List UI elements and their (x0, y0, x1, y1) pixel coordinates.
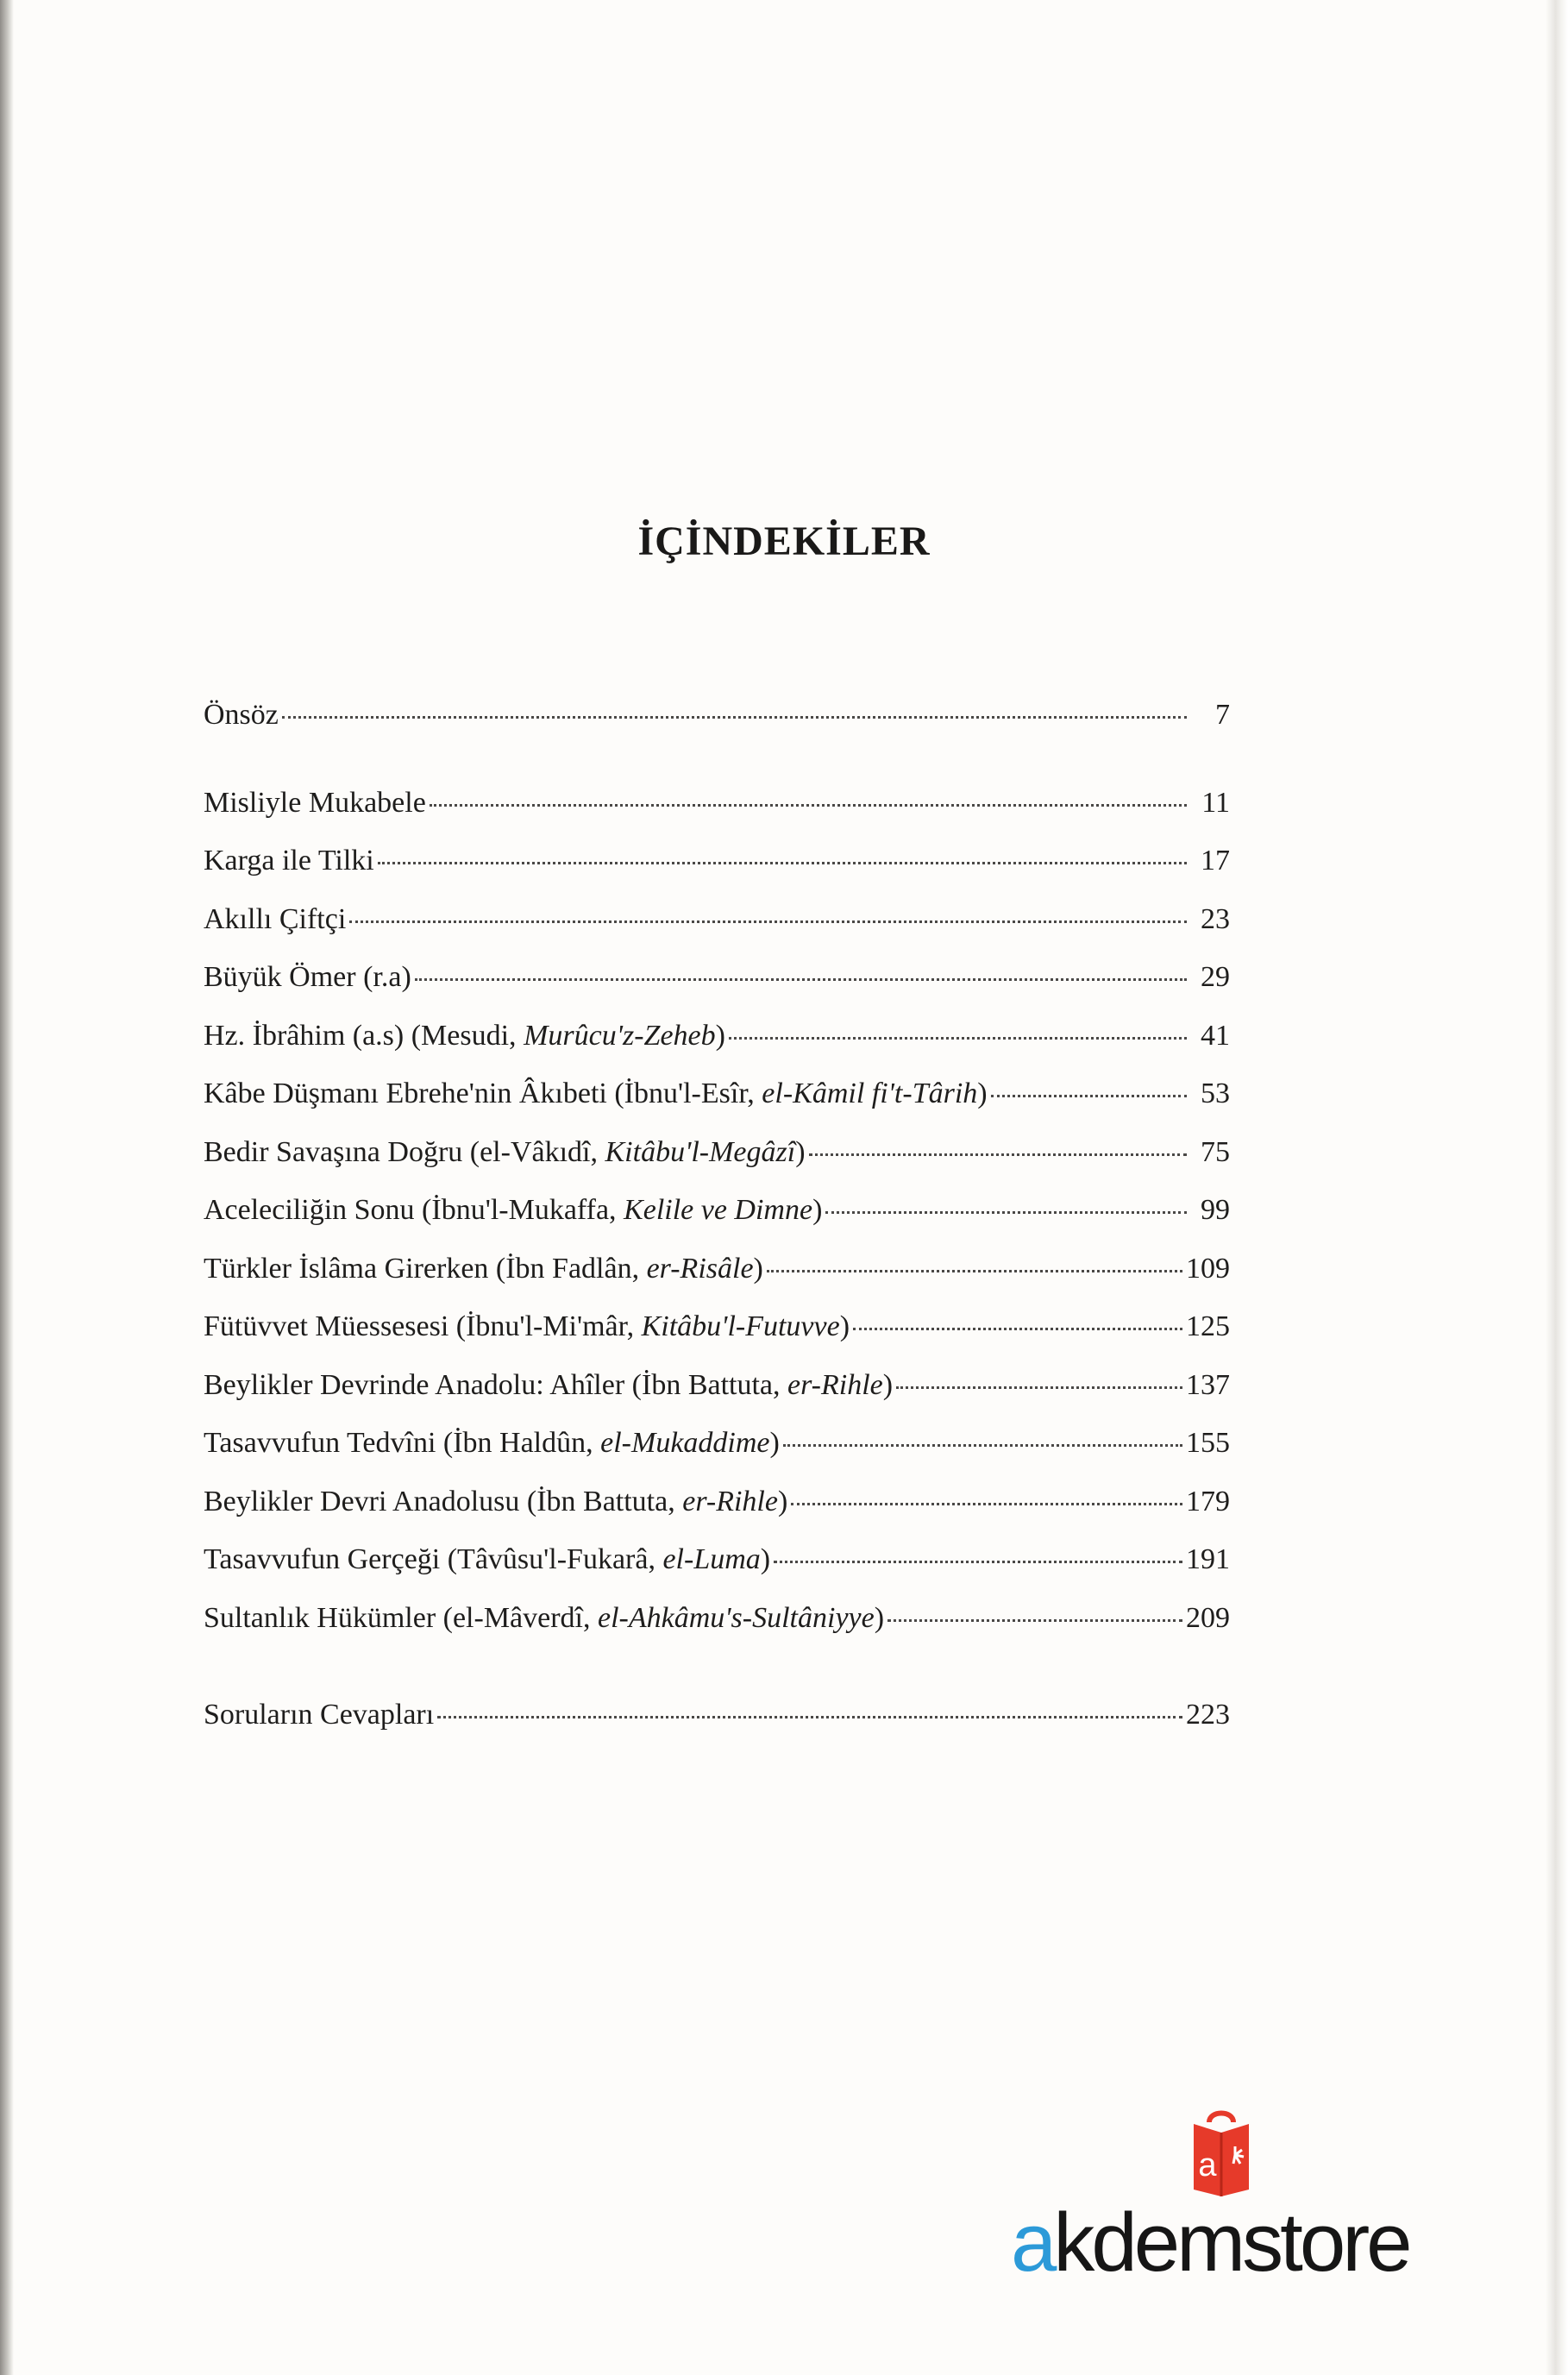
toc-entry-source-title: Murûcu'z-Zeheb (524, 1019, 716, 1052)
toc-entry (204, 890, 1230, 949)
logo-icon-letter: a (1198, 2147, 1217, 2183)
toc-entry-page-number: 191 (1186, 1543, 1230, 1575)
toc-entry-text: Bedir Savaşına Doğru (el-Vâkıdî, (204, 1135, 605, 1168)
toc-entry-text: Hz. İbrâhim (a.s) (Mesudi, (204, 1019, 524, 1052)
toc-entry-title (204, 774, 426, 833)
toc-entry-page-number: 125 (1186, 1310, 1230, 1342)
toc-entry-text: Önsöz (204, 699, 279, 731)
toc-entry (204, 948, 1230, 1007)
toc-entry-source-title: el-Ahkâmu's-Sultâniyye (598, 1601, 875, 1634)
toc-entry-page-number: 7 (1215, 699, 1230, 731)
toc-entry-text: Fütüvvet Müessesesi (İbnu'l-Mi'mâr, (204, 1310, 642, 1342)
toc-entry-text: Beylikler Devri Anadolusu (İbn Battuta, (204, 1485, 683, 1517)
toc-title: İÇİNDEKİLER (637, 518, 931, 564)
toc-entry-text: ) (760, 1543, 771, 1575)
toc-entry-text: Misliyle Mukabele (204, 786, 426, 819)
toc-entry-page-number: 209 (1186, 1601, 1230, 1634)
toc-entry-title (204, 1123, 806, 1182)
toc-entry (204, 1686, 1230, 1744)
dot-leader (791, 1500, 1182, 1505)
toc-entry-source-title: er-Rihle (787, 1368, 883, 1401)
dot-leader (415, 976, 1187, 981)
dot-leader (853, 1325, 1182, 1330)
logo-wordmark (1011, 2196, 1459, 2289)
dot-leader (767, 1267, 1182, 1272)
toc-entry (204, 1297, 1230, 1356)
dot-leader (887, 1617, 1182, 1622)
toc-entry-title (204, 1007, 725, 1065)
toc-entry-page-number: 75 (1201, 1135, 1230, 1168)
toc-entry-text: Türkler İslâma Girerken (İbn Fadlân, (204, 1252, 647, 1285)
logo-wordmark-rest: kdemstore (1053, 2196, 1409, 2289)
toc-entry-text: ) (977, 1078, 988, 1109)
toc-entry-page-number: 179 (1186, 1485, 1230, 1517)
toc-entry-text: ) (874, 1601, 885, 1634)
toc-entry-page-number: 29 (1201, 961, 1230, 993)
akdemstore-logo (1011, 2105, 1459, 2295)
toc-entry-page-number: 11 (1201, 786, 1230, 819)
toc-entry-text: Kâbe Düşmanı Ebrehe'nin Âkıbeti (İbnu'l-Esîr, (204, 1078, 762, 1109)
dot-leader (774, 1558, 1182, 1563)
toc-entry-text: ) (839, 1310, 850, 1342)
toc-entry-page-number: 223 (1186, 1699, 1230, 1731)
toc-entry (204, 1065, 1230, 1123)
dot-leader (991, 1092, 1187, 1097)
toc-entry (204, 1530, 1230, 1589)
toc-entry-page-number: 23 (1201, 902, 1230, 935)
toc-entry-page-number: 17 (1201, 845, 1230, 876)
toc-entry (204, 1356, 1230, 1415)
toc-entry (204, 832, 1230, 890)
toc-entry-title (204, 1065, 988, 1123)
dot-leader (896, 1384, 1182, 1389)
toc-entry-text: Akıllı Çiftçi (204, 902, 347, 935)
toc-entry-text: ) (715, 1019, 725, 1052)
toc-entry-source-title: el-Mukaddime (600, 1427, 770, 1459)
toc-entry-text: ) (769, 1427, 780, 1459)
toc-entry-text: ) (795, 1135, 806, 1168)
toc-entry-page-number: 99 (1201, 1194, 1230, 1226)
dot-leader (378, 859, 1187, 864)
toc-entry-title (204, 1530, 770, 1589)
toc-entry-title (204, 1240, 763, 1298)
toc-entry-title (204, 1473, 787, 1531)
toc-entry (204, 1007, 1230, 1065)
toc-entry-text: Aceleciliğin Sonu (İbnu'l-Mukaffa, (204, 1194, 624, 1226)
toc-entry-page-number: 41 (1201, 1019, 1230, 1052)
toc-entry-title (204, 948, 411, 1007)
logo-wordmark-accent: a (1011, 2196, 1054, 2289)
page-edge-right (1546, 0, 1568, 2375)
toc-entry-source-title: er-Risâle (646, 1252, 754, 1285)
shopping-bag-book-icon (1189, 2105, 1254, 2198)
toc-entry (204, 1414, 1230, 1473)
page-edge-left (0, 0, 14, 2375)
toc-entry-text: ) (812, 1194, 823, 1226)
toc-entry-title (204, 686, 279, 745)
toc-entry-title (204, 1181, 822, 1240)
dot-leader (430, 801, 1187, 807)
dot-leader (809, 1151, 1187, 1156)
toc-entry (204, 1181, 1230, 1240)
toc-entry-title (204, 1356, 893, 1415)
toc-entry-page-number: 53 (1201, 1078, 1230, 1109)
toc-entry-title (204, 1297, 850, 1356)
toc-entry (204, 1473, 1230, 1531)
toc-entry (204, 1589, 1230, 1648)
toc-entry (204, 774, 1230, 833)
toc-entry-text: ) (777, 1485, 788, 1517)
dot-leader (729, 1034, 1187, 1040)
toc-entry-text: Tasavvufun Gerçeği (Tâvûsu'l-Fukarâ, (204, 1543, 663, 1575)
toc-entry-text: ) (882, 1368, 894, 1401)
toc-entry-source-title: Kitâbu'l-Futuvve (641, 1310, 840, 1342)
toc-entry-source-title: Kitâbu'l-Megâzî (605, 1135, 796, 1168)
toc-entry-text: Soruların Cevapları (204, 1699, 435, 1731)
toc-entry-text: Büyük Ömer (r.a) (204, 961, 411, 993)
toc-entry-title (204, 1686, 434, 1744)
toc-entry-source-title: el-Kâmil fi't-Târih (762, 1078, 978, 1109)
toc-entry-title (204, 1414, 780, 1473)
toc-entry-source-title: Kelile ve Dimne (624, 1194, 813, 1226)
toc-entry (204, 1123, 1230, 1182)
toc-entry-title (204, 890, 346, 949)
table-of-contents (204, 686, 1230, 1744)
toc-entry-text: Karga ile Tilki (204, 845, 374, 876)
dot-leader (282, 713, 1187, 719)
toc-entry-text: Beylikler Devrinde Anadolu: Ahîler (İbn Battuta, (204, 1368, 788, 1401)
toc-entry (204, 1240, 1230, 1298)
toc-entry-title (204, 1589, 884, 1648)
dot-leader (783, 1442, 1182, 1447)
toc-entry-title (204, 832, 374, 890)
toc-entry-page-number: 109 (1186, 1252, 1230, 1285)
toc-entry-text: Tasavvufun Tedvîni (İbn Haldûn, (204, 1427, 601, 1459)
toc-entry-source-title: er-Rihle (682, 1485, 778, 1517)
dot-leader (437, 1713, 1182, 1718)
toc-entry-text: Sultanlık Hükümler (el-Mâverdî, (204, 1601, 599, 1634)
toc-entry-source-title: el-Luma (662, 1543, 761, 1575)
toc-entry-page-number: 137 (1186, 1368, 1230, 1401)
toc-entry (204, 686, 1230, 745)
toc-entry-page-number: 155 (1186, 1427, 1230, 1459)
dot-leader (349, 918, 1187, 923)
toc-entry-text: ) (753, 1252, 763, 1285)
dot-leader (825, 1209, 1187, 1214)
